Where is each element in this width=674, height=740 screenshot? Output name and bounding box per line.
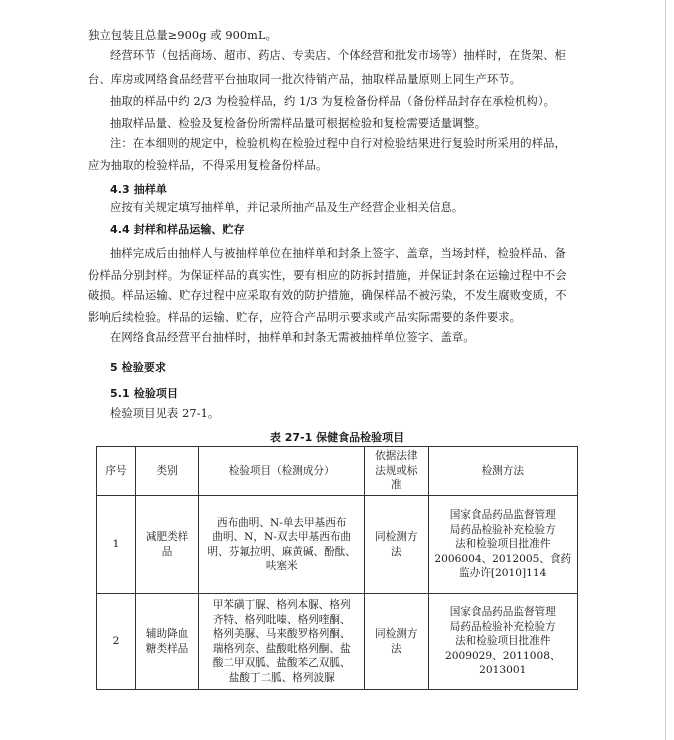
section-heading: 4.3 抽样单 — [110, 183, 168, 196]
paragraph-line: 抽样完成后由抽样人与被抽样单位在抽样单和封条上签字、盖章，当场封样，检验样品、备 — [110, 247, 566, 260]
paragraph-line: 应为抽取的检验样品，不得采用复检备份样品。 — [88, 159, 328, 172]
paragraph-line: 抽取样品量、检验及复检备份所需样品量可根据检验和复检需要适量调整。 — [110, 117, 487, 130]
page-edge — [665, 0, 666, 740]
table-header-row — [97, 447, 578, 496]
table-row — [97, 496, 578, 594]
paragraph-line: 抽取的样品中约 2/3 为检验样品，约 1/3 为复检备份样品（备份样品封存在承检机构）。 — [110, 95, 555, 108]
cell-method: 国家食品药品监督管理 局药品检验补充检验方 法和检验项目批准件 2009029、2011008、 2013001 — [428, 594, 577, 690]
paragraph-line: 经营环节（包括商场、超市、药店、专卖店、个体经营和批发市场等）抽样时，在货架、柜 — [110, 49, 566, 62]
cell-method: 国家食品药品监督管理 局药品检验补充检验方 法和检验项目批准件 2006004、2012005、食药 监办许[2010]114 — [428, 496, 577, 594]
header-cell-method: 检测方法 — [428, 447, 577, 496]
cell-index: 1 — [97, 496, 136, 594]
paragraph-line: 独立包装且总量≥900g 或 900mL。 — [88, 29, 277, 42]
table-caption: 表 27-1 保健食品检验项目 — [269, 431, 405, 444]
paragraph-line: 份样品分别封样。为保证样品的真实性，要有相应的防拆封措施，并保证封条在运输过程中不会 — [88, 269, 567, 282]
section-heading: 5.1 检验项目 — [110, 387, 179, 400]
cell-index: 2 — [97, 594, 136, 690]
header-cell-index: 序号 — [97, 447, 136, 496]
paragraph-line: 注：在本细则的规定中，检验机构在检验过程中自行对检验结果进行复验时所采用的样品， — [110, 137, 566, 150]
header-cell-basis: 依据法律 法规或标 准 — [365, 447, 428, 496]
cell-items: 西布曲明、N-单去甲基西布 曲明、N，N-双去甲基西布曲 明、芬氟拉明、麻黄碱、酚酞、 呋塞米 — [199, 496, 365, 594]
cell-basis: 同检测方 法 — [365, 594, 428, 690]
cell-items: 甲苯磺丁脲、格列本脲、格列 齐特、格列吡嗪、格列喹酮、 格列美脲、马来酸罗格列酮、 瑞格列奈、盐酸吡格列酮、盐 酸二甲双胍、盐酸苯乙双胍、 盐酸丁二胍、格列波脲 — [199, 594, 365, 690]
paragraph-line: 影响后续检验。样品的运输、贮存，应符合产品明示要求或产品实际需要的条件要求。 — [88, 311, 522, 324]
header-cell-items: 检验项目（检测成分） — [199, 447, 365, 496]
paragraph-line: 破损。样品运输、贮存过程中应采取有效的防护措施，确保样品不被污染，不发生腐败变质，不 — [88, 289, 567, 302]
paragraph-line: 应按有关规定填写抽样单，并记录所抽产品及生产经营企业相关信息。 — [110, 201, 464, 214]
header-cell-category: 类别 — [135, 447, 198, 496]
cell-basis: 同检测方 法 — [365, 496, 428, 594]
cell-category: 辅助降血 糖类样品 — [135, 594, 198, 690]
paragraph-line: 检验项目见表 27-1。 — [110, 407, 220, 420]
section-heading: 5 检验要求 — [110, 361, 167, 374]
cell-category: 减肥类样 品 — [135, 496, 198, 594]
inspection-items-table — [96, 446, 578, 690]
section-heading: 4.4 封样和样品运输、贮存 — [110, 223, 245, 236]
paragraph-line: 在网络食品经营平台抽样时，抽样单和封条无需被抽样单位签字、盖章。 — [110, 331, 475, 344]
table-row — [97, 594, 578, 690]
paragraph-line: 台、库房或网络食品经营平台抽取同一批次待销产品，抽取样品量原则上同生产环节。 — [88, 73, 522, 86]
